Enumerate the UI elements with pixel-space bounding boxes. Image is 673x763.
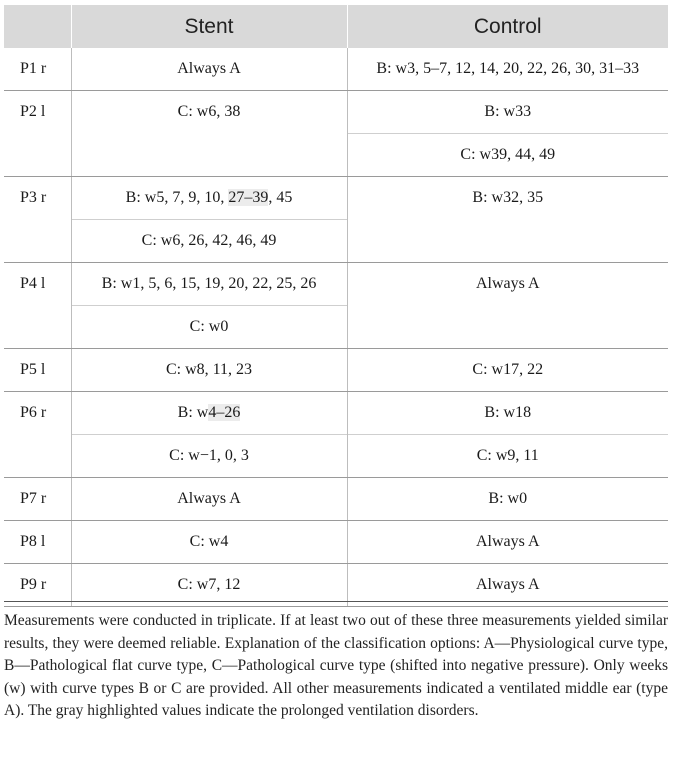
- header-patient: [4, 5, 71, 48]
- header-stent: Stent: [71, 5, 347, 48]
- stent-cell: [71, 392, 347, 478]
- control-result: B: w0: [488, 490, 528, 507]
- patient-id: P5 l: [4, 349, 71, 392]
- control-cell: [347, 349, 668, 392]
- control-cell: [347, 478, 668, 521]
- stent-cell: [71, 478, 347, 521]
- stent-cell: [71, 263, 347, 349]
- control-result: B: w3, 5–7, 12, 14, 20, 22, 26, 30, 31–33: [376, 60, 640, 77]
- patient-id: P4 l: [4, 263, 71, 349]
- highlighted-range: 27–39: [228, 189, 269, 206]
- control-cell: [347, 521, 668, 564]
- stent-result: C: w6, 26, 42, 46, 49: [72, 219, 347, 262]
- control-cell: [347, 392, 668, 478]
- stent-result: C: w6, 38: [177, 103, 241, 120]
- control-cell: [347, 263, 668, 349]
- results-table: [4, 5, 668, 607]
- stent-cell: [71, 177, 347, 263]
- stent-result: C: w−1, 0, 3: [72, 434, 347, 477]
- control-result: B: w18: [484, 404, 532, 421]
- stent-result: C: w7, 12: [177, 576, 241, 593]
- control-result: C: w17, 22: [472, 361, 544, 378]
- stent-cell: [71, 521, 347, 564]
- stent-result-with-highlight: B: w5, 7, 9, 10, 27–39, 45: [125, 189, 293, 206]
- stent-result: C: w4: [189, 533, 229, 550]
- patient-id: P8 l: [4, 521, 71, 564]
- control-result: Always A: [475, 533, 540, 550]
- table-row: [4, 349, 668, 392]
- table-row: [4, 392, 668, 478]
- stent-result: Always A: [177, 490, 241, 507]
- patient-id: P6 r: [4, 392, 71, 478]
- control-cell: [347, 48, 668, 91]
- header-row: [4, 5, 668, 48]
- table-row: [4, 521, 668, 564]
- stent-result: C: w0: [72, 305, 347, 348]
- patient-id: P3 r: [4, 177, 71, 263]
- control-result: Always A: [475, 275, 540, 292]
- stent-cell: [71, 349, 347, 392]
- table-footnote: Measurements were conducted in triplicate. If at least two out of these three measurements yielded similar results, they were deemed reliable. Explanation of the classification options: A—Physiological curve type, B—Pathological flat curve type, C—Pathological curve type (shifted into negative pressure). Only weeks (w) with curve types B or C are provided. All other measurements indicated a ventilated middle ear (type A). The gray highlighted values indicate the prolonged ventilation disorders.: [4, 601, 668, 723]
- table-row: [4, 478, 668, 521]
- header-control: Control: [347, 5, 668, 48]
- stent-result: C: w8, 11, 23: [165, 361, 253, 378]
- control-result: B: w33: [484, 103, 532, 120]
- results-table-container: [4, 5, 668, 607]
- patient-id: P2 l: [4, 91, 71, 177]
- table-row: [4, 91, 668, 177]
- control-result: C: w39, 44, 49: [348, 133, 669, 176]
- patient-id: P1 r: [4, 48, 71, 91]
- control-cell: [347, 91, 668, 177]
- table-row: [4, 48, 668, 91]
- stent-result: B: w1, 5, 6, 15, 19, 20, 22, 25, 26: [101, 275, 317, 292]
- control-result: C: w9, 11: [348, 434, 669, 477]
- table-row: [4, 263, 668, 349]
- control-result: Always A: [475, 576, 540, 593]
- patient-id: P7 r: [4, 478, 71, 521]
- table-row: [4, 177, 668, 263]
- stent-cell: [71, 91, 347, 177]
- control-cell: [347, 177, 668, 263]
- patient-id: P9 r: [4, 564, 71, 607]
- stent-result-with-highlight: B: w4–26: [177, 404, 241, 421]
- control-result: B: w32, 35: [472, 189, 544, 206]
- highlighted-range: 4–26: [208, 404, 241, 421]
- stent-result: Always A: [177, 60, 241, 77]
- stent-cell: [71, 48, 347, 91]
